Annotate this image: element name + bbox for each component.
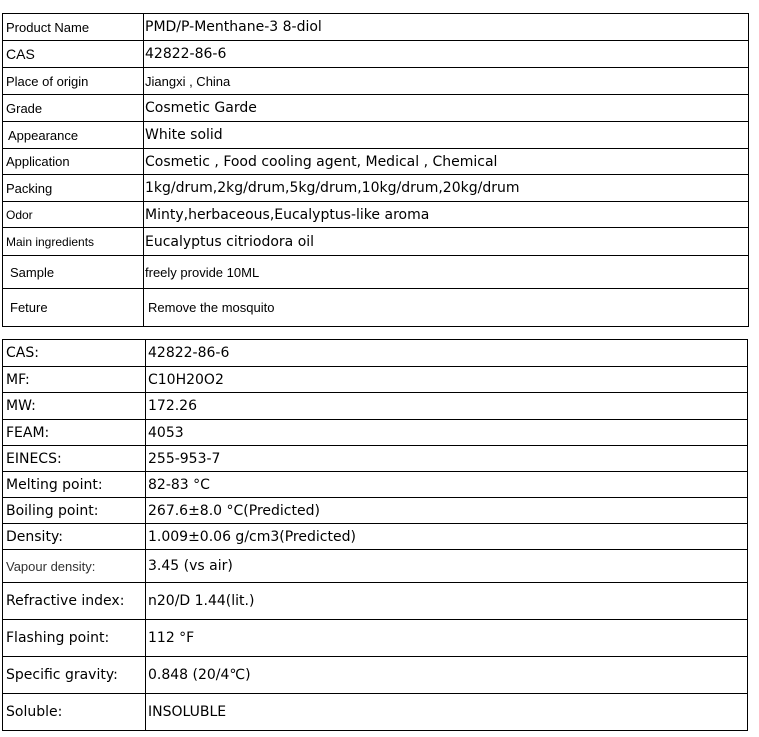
row-label: Specific gravity: xyxy=(3,657,146,694)
table-row xyxy=(3,583,748,620)
row-label: CAS xyxy=(3,41,144,68)
row-value: Eucalyptus citriodora oil xyxy=(144,228,749,256)
row-label: Odor xyxy=(3,202,144,228)
row-value: 255-953-7 xyxy=(146,446,748,472)
table-row xyxy=(3,498,748,524)
row-value: Cosmetic Garde xyxy=(144,95,749,122)
table-row xyxy=(3,14,749,41)
row-value: 172.26 xyxy=(146,393,748,420)
table-row xyxy=(3,41,749,68)
table-row xyxy=(3,95,749,122)
table-row xyxy=(3,694,748,731)
table-row xyxy=(3,524,748,550)
table-row xyxy=(3,446,748,472)
row-label: Refractive index: xyxy=(3,583,146,620)
row-label: Density: xyxy=(3,524,146,550)
row-label: Appearance xyxy=(3,122,144,149)
properties-table xyxy=(2,339,748,731)
row-value: 4053 xyxy=(146,420,748,446)
table-row xyxy=(3,657,748,694)
table-row xyxy=(3,393,748,420)
row-value: 1kg/drum,2kg/drum,5kg/drum,10kg/drum,20kg/drum xyxy=(144,175,749,202)
row-value: 3.45 (vs air) xyxy=(146,550,748,583)
row-value: 267.6±8.0 °C(Predicted) xyxy=(146,498,748,524)
table-row xyxy=(3,620,748,657)
row-label: Soluble: xyxy=(3,694,146,731)
row-label: Vapour density: xyxy=(3,550,146,583)
row-value: C10H20O2 xyxy=(146,367,748,393)
table-row xyxy=(3,472,748,498)
row-value: INSOLUBLE xyxy=(146,694,748,731)
row-label: Feture xyxy=(3,289,144,327)
row-label: Place of origin xyxy=(3,68,144,95)
row-value: White solid xyxy=(144,122,749,149)
row-value: Jiangxi , China xyxy=(144,68,749,95)
row-label: MF: xyxy=(3,367,146,393)
row-value: 82-83 °C xyxy=(146,472,748,498)
table-row xyxy=(3,289,749,327)
product-info-table xyxy=(2,13,749,327)
row-value: Remove the mosquito xyxy=(144,289,749,327)
table-row xyxy=(3,202,749,228)
table-row xyxy=(3,550,748,583)
table-row xyxy=(3,340,748,367)
row-label: Flashing point: xyxy=(3,620,146,657)
row-label: Product Name xyxy=(3,14,144,41)
table-row xyxy=(3,420,748,446)
row-value: Cosmetic , Food cooling agent, Medical , Chemical xyxy=(144,149,749,175)
row-value: 42822-86-6 xyxy=(144,41,749,68)
row-value: Minty,herbaceous,Eucalyptus-like aroma xyxy=(144,202,749,228)
row-label: Melting point: xyxy=(3,472,146,498)
row-value: PMD/P-Menthane-3 8-diol xyxy=(144,14,749,41)
row-value: n20/D 1.44(lit.) xyxy=(146,583,748,620)
row-value: freely provide 10ML xyxy=(144,256,749,289)
row-label: Boiling point: xyxy=(3,498,146,524)
table-row xyxy=(3,122,749,149)
row-label: Main ingredients xyxy=(3,228,144,256)
row-label: MW: xyxy=(3,393,146,420)
row-value: 42822-86-6 xyxy=(146,340,748,367)
row-label: Packing xyxy=(3,175,144,202)
table-row xyxy=(3,228,749,256)
row-label: CAS: xyxy=(3,340,146,367)
row-value: 1.009±0.06 g/cm3(Predicted) xyxy=(146,524,748,550)
table-row xyxy=(3,175,749,202)
table-row xyxy=(3,256,749,289)
row-value: 112 °F xyxy=(146,620,748,657)
row-label: FEAM: xyxy=(3,420,146,446)
row-value: 0.848 (20/4℃) xyxy=(146,657,748,694)
row-label: Grade xyxy=(3,95,144,122)
row-label: Sample xyxy=(3,256,144,289)
table-row xyxy=(3,367,748,393)
row-label: Application xyxy=(3,149,144,175)
table-row xyxy=(3,68,749,95)
row-label: EINECS: xyxy=(3,446,146,472)
table-row xyxy=(3,149,749,175)
